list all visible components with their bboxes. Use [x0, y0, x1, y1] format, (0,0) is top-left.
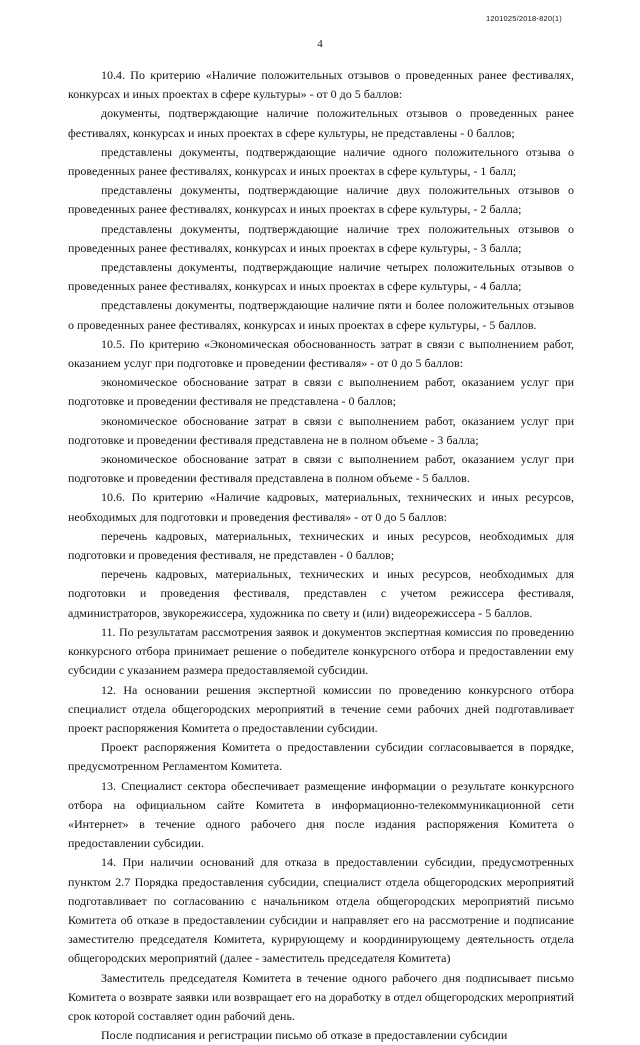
- paragraph: экономическое обоснование затрат в связи с выполнением работ, оказанием услуг при подготовке и проведении фестиваля не представлена - 0 баллов;: [68, 375, 574, 409]
- paragraph-10-6: 10.6. По критерию «Наличие кадровых, материальных, технических и иных ресурсов, необходимых для подготовки и проведения фестиваля» - от 0 до 5 баллов:: [68, 490, 574, 524]
- paragraph-11: 11. По результатам рассмотрения заявок и документов экспертная комиссия по проведению конкурсного отбора принимает решение о победителе конкурсного отбора и предоставлении ему субсидии с указанием размера предоставляемой субсидии.: [68, 624, 574, 678]
- paragraph-10-4: 10.4. По критерию «Наличие положительных отзывов о проведенных ранее фестивалях, конкурсах и иных проектах в сфере культуры» - от 0 до 5 баллов:: [68, 68, 574, 102]
- paragraph-12: 12. На основании решения экспертной комиссии по проведению конкурсного отбора специалист отдела общегородских мероприятий в течение семи рабочих дней подготавливает проект распоряжения Комитета о предоставлении субсидии.: [68, 682, 574, 735]
- paragraph: представлены документы, подтверждающие наличие пяти и более положительных отзывов о проведенных ранее фестивалях, конкурсах и иных проектах в сфере культуры, - 5 баллов.: [68, 298, 574, 332]
- paragraph: перечень кадровых, материальных, технических и иных ресурсов, необходимых для подготовки и проведения фестиваля, не представлен - 0 баллов;: [68, 528, 574, 563]
- document-body: [68, 66, 574, 1045]
- paragraph: Заместитель председателя Комитета в течение одного рабочего дня подписывает письмо Комитета о возврате заявки или возвращает его на доработку в отдел общегородских мероприятий срок которой составляет один рабочий день.: [68, 970, 574, 1023]
- paragraph: После подписания и регистрации письмо об отказе в предоставлении субсидии: [101, 1028, 508, 1043]
- paragraph: экономическое обоснование затрат в связи с выполнением работ, оказанием услуг при подготовке и проведении фестиваля представлена в полном объеме - 5 баллов.: [68, 452, 574, 486]
- paragraph: экономическое обоснование затрат в связи с выполнением работ, оказанием услуг при подготовке и проведении фестиваля представлена не в полном объеме - 3 балла;: [68, 413, 574, 447]
- document-id: 1201025/2018-820(1): [486, 14, 562, 23]
- paragraph: представлены документы, подтверждающие наличие трех положительных отзывов о проведенных ранее фестивалях, конкурсах и иных проектах в сфере культуры, - 3 балла;: [68, 221, 574, 255]
- paragraph-10-5: 10.5. По критерию «Экономическая обоснованность затрат в связи с выполнением работ, оказанием услуг при подготовке и проведении фестиваля» - от 0 до 5 баллов:: [68, 336, 574, 371]
- paragraph-13: 13. Специалист сектора обеспечивает размещение информации о результате конкурсного отбора на официальном сайте Комитета в информационно-телекоммуникационной сети «Интернет» в течение одного рабочего дня после издания распоряжения Комитета о предоставлении субсидии.: [68, 778, 574, 851]
- paragraph-14: 14. При наличии оснований для отказа в предоставлении субсидии, предусмотренных пунктом 2.7 Порядка предоставления субсидии, специалист отдела общегородских мероприятий подготавливает по согласованию с начальником отдела общегородских мероприятий письмо Комитета об отказе в предоставлении субсидии и направляет его на рассмотрение и подписание заместителю председателя Комитета, курирующему и координирующему деятельность отдела общегородских мероприятий (далее - заместитель председателя Комитета): [68, 855, 574, 966]
- paragraph: перечень кадровых, материальных, технических и иных ресурсов, необходимых для подготовки и проведения фестиваля, представлен с учетом режиссера фестиваля, администраторов, звукорежиссера, художника по свету и (или) видеорежиссера - 5 баллов.: [68, 567, 574, 620]
- paragraph: представлены документы, подтверждающие наличие двух положительных отзывов о проведенных ранее фестивалях, конкурсах и иных проектах в сфере культуры, - 2 балла;: [68, 183, 574, 217]
- paragraph: документы, подтверждающие наличие положительных отзывов о проведенных ранее фестивалях, конкурсах и иных проектах в сфере культуры, не представлены - 0 баллов;: [68, 106, 574, 140]
- paragraph: представлены документы, подтверждающие наличие одного положительного отзыва о проведенных ранее фестивалях, конкурсах и иных проектах в сфере культуры, - 1 балл;: [68, 144, 574, 179]
- paragraph: представлены документы, подтверждающие наличие четырех положительных отзывов о проведенных ранее фестивалях, конкурсах и иных проектах в сфере культуры, - 4 балла;: [68, 260, 574, 294]
- paragraph: Проект распоряжения Комитета о предоставлении субсидии согласовывается в порядке, предусмотренном Регламентом Комитета.: [68, 740, 574, 774]
- page-number: 4: [317, 38, 323, 50]
